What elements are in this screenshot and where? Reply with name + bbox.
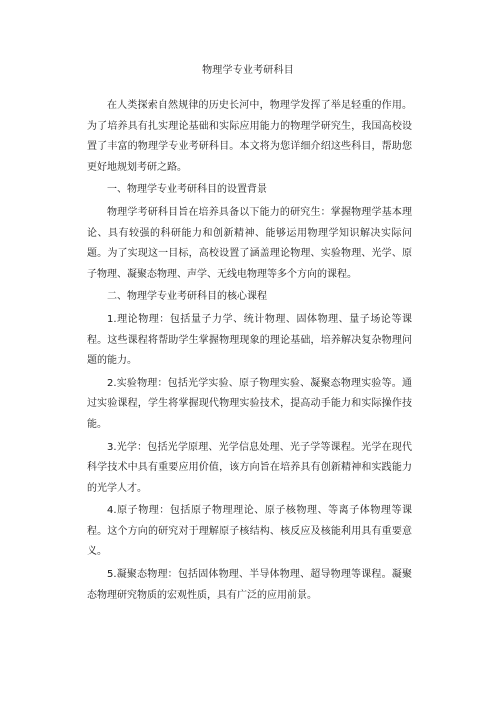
document-body (87, 96, 412, 608)
document-title: 物理学专业考研科目 (202, 65, 294, 76)
course-item-condensed-matter: 5.凝聚态物理：包括固体物理、半导体物理、超导物理等课程。凝聚态物理研究物质的宏观性质，具有广泛的应用前景。 (87, 569, 412, 601)
course-item-theoretical-physics: 1.理论物理：包括量子力学、统计物理、固体物理、量子场论等课程。这些课程将帮助学生掌握物理现象的理论基础，培养解决复杂物理问题的能力。 (87, 313, 412, 367)
section-1-paragraph: 物理学考研科目旨在培养具备以下能力的研究生：掌握物理学基本理论、具有较强的科研能力和创新精神、能够运用物理学知识解决实际问题。为了实现这一目标，高校设置了涵盖理论物理、实验物理、光学、原子物理、凝聚态物理、声学、无线电物理等多个方向的课程。 (87, 206, 412, 280)
course-item-optics: 3.光学：包括光学原理、光学信息处理、光子学等课程。光学在现代科学技术中具有重要应用价值，该方向旨在培养具有创新精神和实践能力的光学人才。 (87, 441, 412, 494)
intro-paragraph: 在人类探索自然规律的历史长河中，物理学发挥了举足轻重的作用。为了培养具有扎实理论基础和实际应用能力的物理学研究生，我国高校设置了丰富的物理学专业考研科目。本文将为您详细介绍这些科目，帮助您更好地规划考研之路。 (87, 100, 412, 173)
course-item-atomic-physics: 4.原子物理：包括原子物理理论、原子核物理、等离子体物理等课程。这个方向的研究对于理解原子核结构、核反应及核能利用具有重要意义。 (87, 505, 412, 558)
section-2-heading: 二、物理学专业考研科目的核心课程 (107, 291, 267, 303)
section-1-heading: 一、物理学专业考研科目的设置背景 (107, 184, 267, 196)
course-item-experimental-physics: 2.实验物理：包括光学实验、原子物理实验、凝聚态物理实验等。通过实验课程，学生将掌握现代物理实验技术，提高动手能力和实际操作技能。 (87, 377, 412, 430)
